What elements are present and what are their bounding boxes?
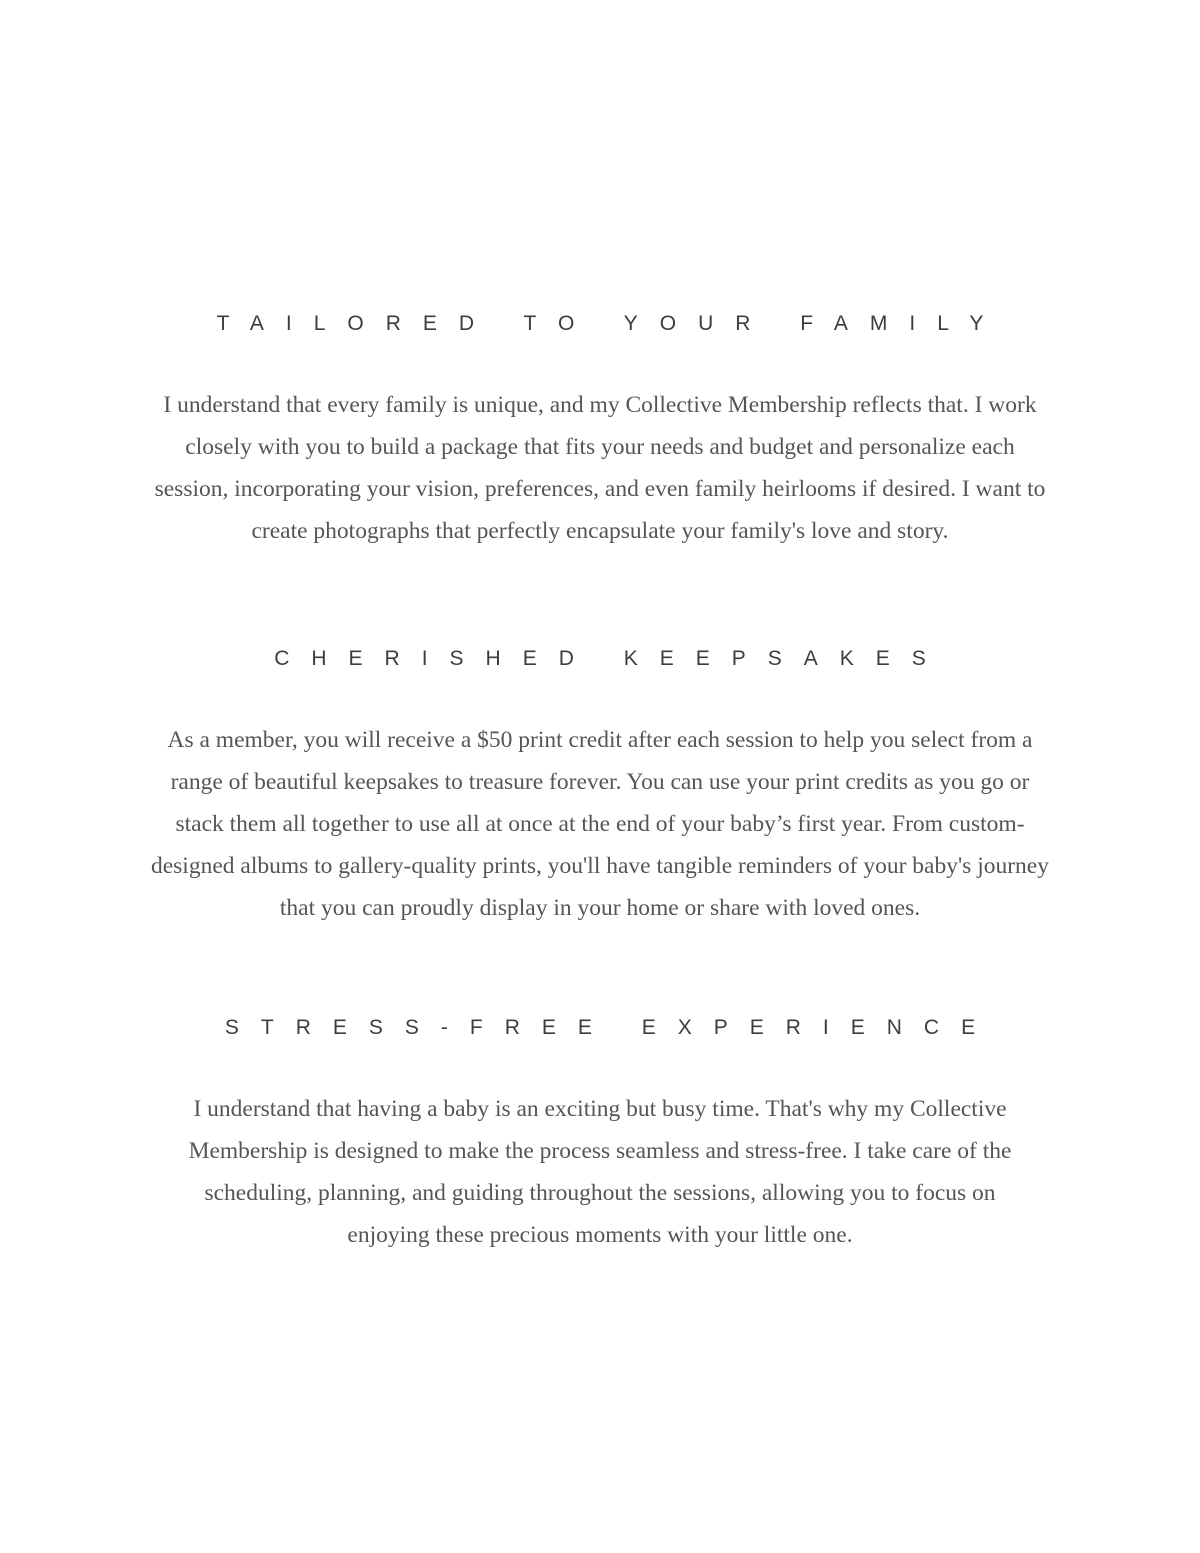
section-heading: STRESS-FREE EXPERIENCE <box>224 1016 998 1039</box>
section-stress-free <box>0 1014 1200 1256</box>
section-tailored <box>0 310 1200 552</box>
section-keepsakes <box>0 645 1200 929</box>
section-body: I understand that every family is unique, and my Collective Membership reflects that. I work closely with you to build a package that fits your needs and budget and personalize each session, incorporating your vision, preferences, and even family heirlooms if desired. I want to create photographs that perfectly encapsulate your family's love and story. <box>154 392 1046 544</box>
section-heading: TAILORED TO YOUR FAMILY <box>216 312 1006 335</box>
section-body: I understand that having a baby is an exciting but busy time. That's why my Collective Membership is designed to make the process seamless and stress-free. I take care of the scheduling, planning, and guiding throughout the sessions, allowing you to focus on enjoying these precious moments with your little one. <box>188 1096 1012 1248</box>
section-body: As a member, you will receive a $50 print credit after each session to help you select from a range of beautiful keepsakes to treasure forever. You can use your print credits as you go or stack them all together to use all at once at the end of your baby’s first year. From custom-designed albums to gallery-quality prints, you'll have tangible reminders of your baby's journey that you can proudly display in your home or share with loved ones. <box>150 727 1049 921</box>
section-heading: CHERISHED KEEPSAKES <box>274 647 948 670</box>
